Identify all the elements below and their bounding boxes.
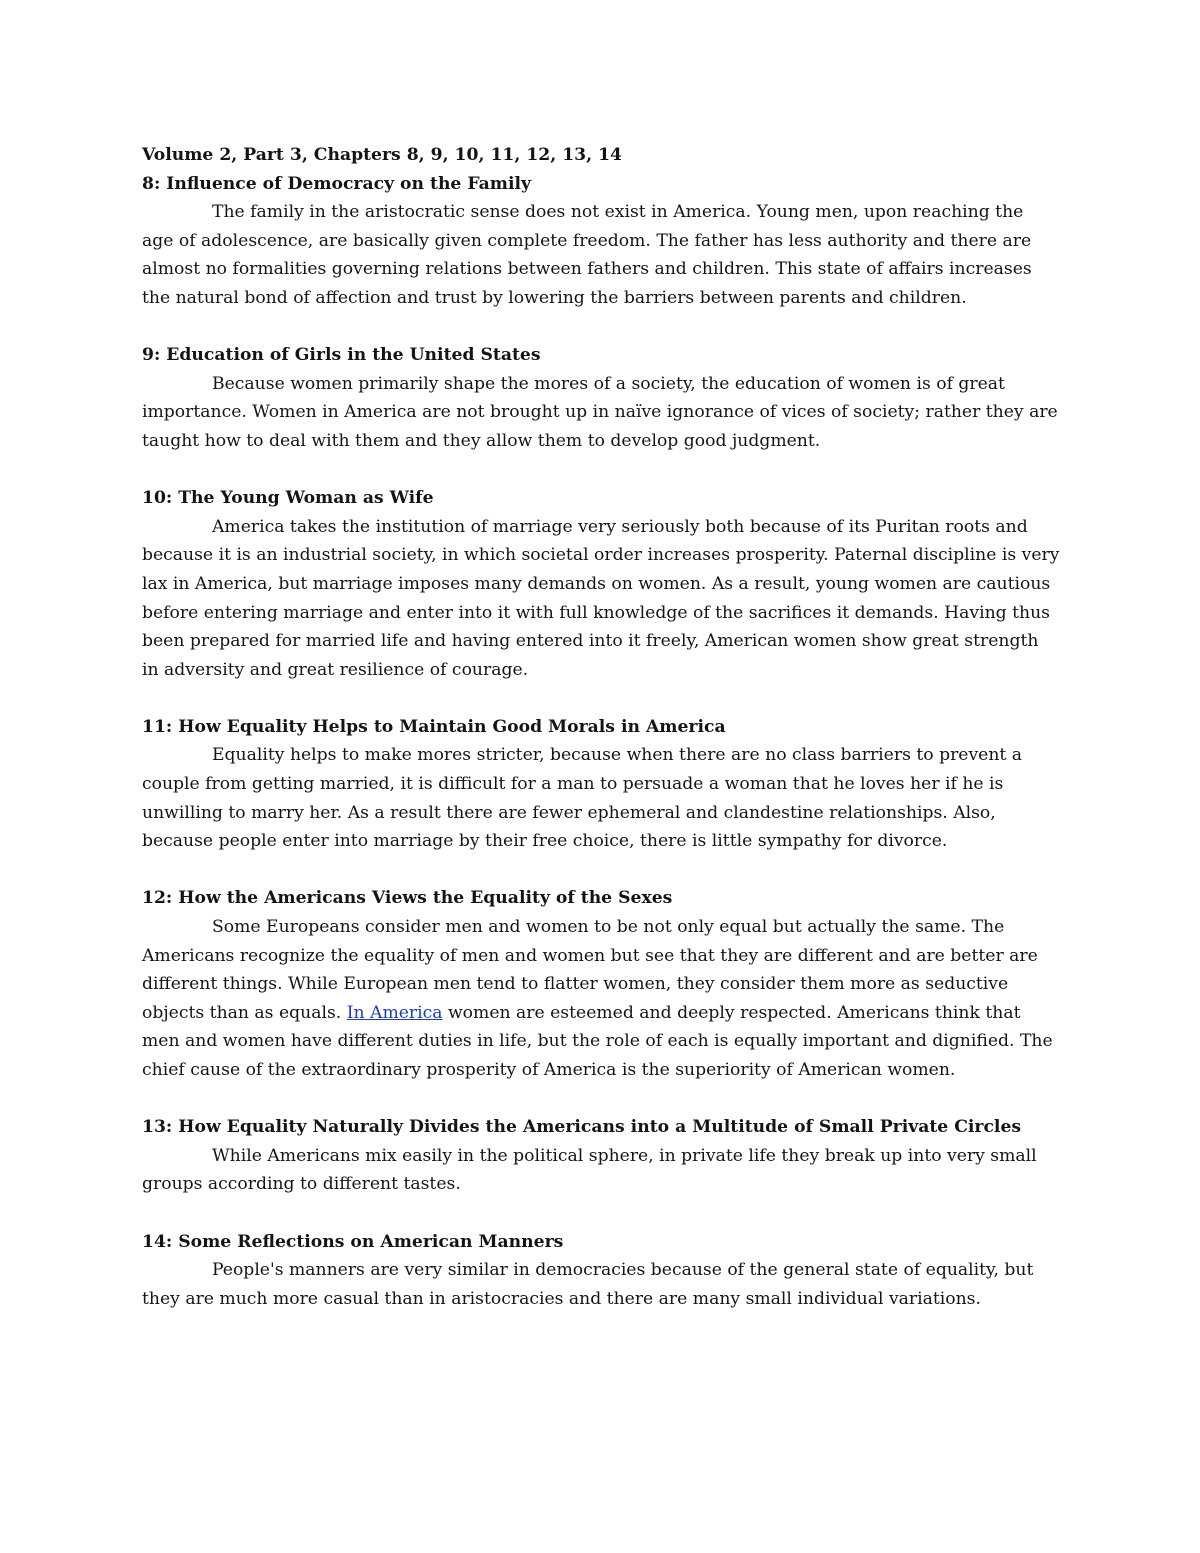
section-heading: 12: How the Americans Views the Equality of the Sexes xyxy=(142,888,673,909)
section-chapter-8 xyxy=(142,170,1060,313)
section-chapter-11 xyxy=(142,713,1060,856)
document-title: Volume 2, Part 3, Chapters 8, 9, 10, 11, 12, 13, 14 xyxy=(142,145,623,165)
body-text-before-link: Some Europeans consider men and women to be not only equal but actually the same. The Americans recognize the equality of men and women but see that they are different and are better are different things. While European men tend to flatter women, they consider them more as seductive objects than as equals. xyxy=(142,917,1038,1023)
section-heading: 14: Some Reflections on American Manners xyxy=(142,1231,564,1252)
section-body: America takes the institution of marriage very seriously both because of its Puritan roots and because it is an industrial society, in which societal order increases prosperity. Paternal discipline is very lax in America, but marriage imposes many demands on women. As a result, young women are cautious before entering marriage and enter into it with full knowledge of the sacrifices it demands. Having thus been prepared for married life and having entered into it freely, American women show great strength in adversity and great resilience of courage. xyxy=(142,516,1060,680)
section-body: People's manners are very similar in democracies because of the general state of equality, but they are much more casual than in aristocracies and there are many small individual variations. xyxy=(142,1260,1034,1309)
section-heading: 9: Education of Girls in the United States xyxy=(142,345,541,366)
section-body: The family in the aristocratic sense does not exist in America. Young men, upon reaching the age of adolescence, are basically given complete freedom. The father has less authority and there are almost no formalities governing relations between fathers and children. This state of affairs increases the natural bond of affection and trust by lowering the barriers between parents and children. xyxy=(142,202,1032,308)
section-body: While Americans mix easily in the political sphere, in private life they break up into very small groups according to different tastes. xyxy=(142,1145,1037,1195)
section-chapter-9 xyxy=(142,341,1060,455)
section-chapter-10 xyxy=(142,484,1060,684)
section-body: Because women primarily shape the mores of a society, the education of women is of great importance. Women in America are not brought up in naïve ignorance of vices of society; rather they are taught how to deal with them and they allow them to develop good judgment. xyxy=(142,373,1058,451)
section-heading: 8: Influence of Democracy on the Family xyxy=(142,173,531,194)
section-chapter-14 xyxy=(142,1228,1060,1314)
in-america-link[interactable]: In America xyxy=(346,1002,443,1023)
section-heading: 10: The Young Woman as Wife xyxy=(142,488,434,509)
body-text-after-link: women are esteemed and deeply respected. Americans think that men and women have different duties in life, but the role of each is equally important and dignified. The chief cause of the extraordinary prosperity of America is the superiority of American women. xyxy=(142,1002,1053,1080)
section-heading: 13: How Equality Naturally Divides the Americans into a Multitude of Small Private Circles xyxy=(142,1117,1022,1138)
section-heading: 11: How Equality Helps to Maintain Good Morals in America xyxy=(142,716,726,737)
section-chapter-13 xyxy=(142,1113,1060,1199)
section-body: Equality helps to make mores stricter, because when there are no class barriers to prevent a couple from getting married, it is difficult for a man to persuade a woman that he loves her if he is unwilling to marry her. As a result there are fewer ephemeral and clandestine relationships. Also, because people enter into marriage by their free choice, there is little sympathy for divorce. xyxy=(142,745,1023,852)
section-chapter-12 xyxy=(142,884,1060,1084)
section-body xyxy=(142,913,1060,1085)
